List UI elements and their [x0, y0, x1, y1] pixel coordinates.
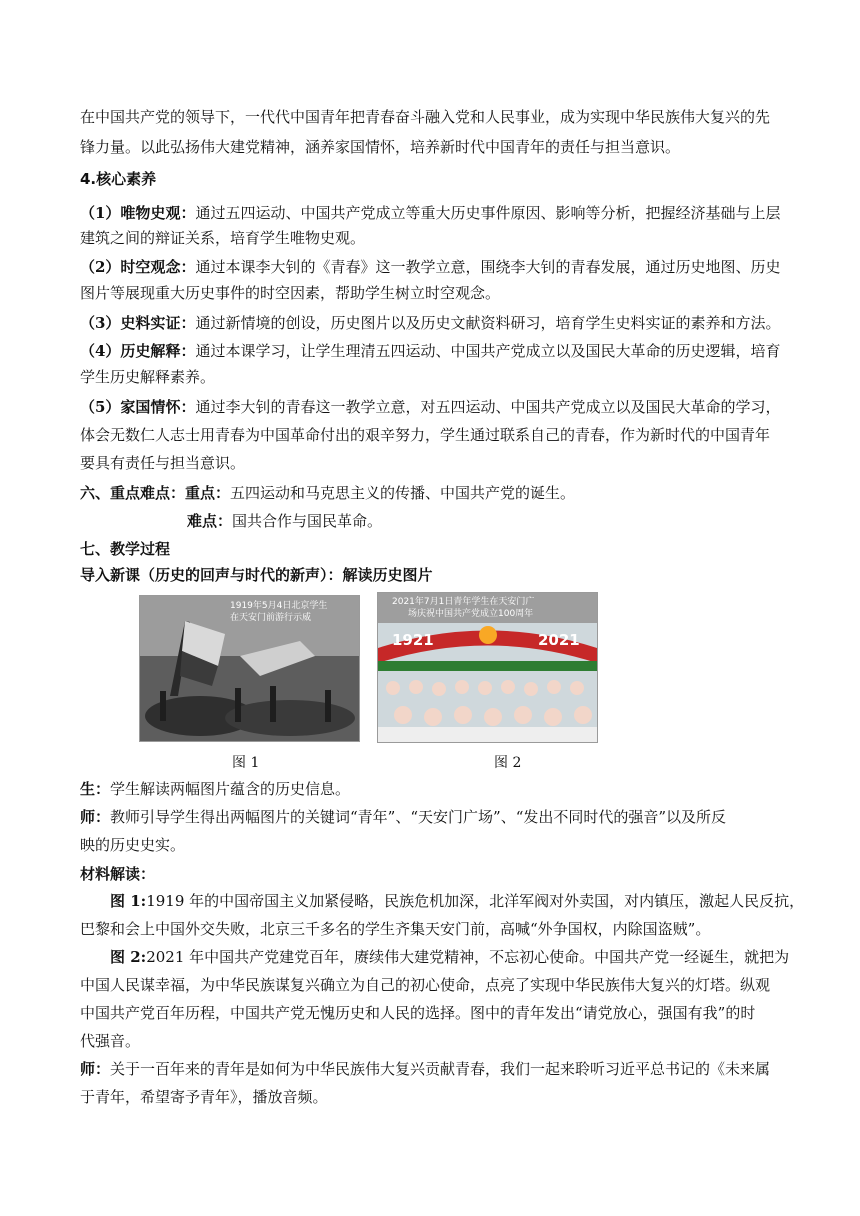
literacy-5-line-3: 要具有责任与担当意识。 [80, 454, 246, 472]
literacy-5-line-1 [80, 397, 790, 417]
figure-2-overlay-line-2: 场庆祝中国共产党成立100周年 [408, 609, 534, 619]
student-line [80, 779, 790, 799]
key-label: 重点： [185, 484, 231, 502]
figure-1-overlay-line-1: 1919年5月4日北京学生 [230, 601, 328, 611]
difficulty-label: 难点： [187, 512, 233, 530]
literacy-5-line-2: 体会无数仁人志士用青春为中国革命付出的艰辛努力，学生通过联系自己的青春，作为新时代的中国青年 [80, 426, 771, 444]
literacy-4-line-1 [80, 341, 790, 361]
material-1-label: 图 1: [110, 892, 147, 910]
material-2-line-3: 中国共产党百年历程，中国共产党无愧历史和人民的选择。图中的青年发出“请党放心，强国有我”的时 [80, 1004, 756, 1022]
teacher-line-2b: 于青年，希望寄予青年》，播放音频。 [80, 1088, 328, 1106]
student-text: 学生解读两幅图片蕴含的历史信息。 [110, 780, 351, 798]
literacy-2-text: 通过本课李大钊的《青春》这一教学立意，围绕李大钊的青春发展，通过历史地图、历史 [195, 258, 781, 276]
literacy-5-label: （5）家国情怀： [80, 398, 196, 416]
material-1-line-2: 巴黎和会上中国外交失败，北京三千多名的学生齐集天安门前，高喊“外争国权，内除国盗贼”。 [80, 920, 711, 938]
teacher-label-2: 师： [80, 1060, 111, 1078]
key-text: 五四运动和马克思主义的传播、中国共产党的诞生。 [230, 484, 576, 502]
intro-paragraph-line-2: 锋力量。以此弘扬伟大建党精神，涵养家国情怀，培养新时代中国青年的责任与担当意识。 [80, 138, 681, 156]
section-4-title: 4.核心素养 [80, 170, 157, 188]
literacy-1-label: （1）唯物史观： [80, 204, 196, 222]
figure-1-caption: 图 1 [232, 755, 260, 771]
figure-2-year-right: 2021 [538, 631, 580, 649]
literacy-2-line-2: 图片等展现重大历史事件的时空因素，帮助学生树立时空观念。 [80, 284, 501, 302]
material-2-line-4: 代强音。 [80, 1032, 141, 1050]
material-1-line-1 [110, 891, 820, 911]
figure-2-caption: 图 2 [494, 755, 522, 771]
section-7-title: 七、教学过程 [80, 540, 171, 558]
literacy-1-line-2: 建筑之间的辩证关系，培育学生唯物史观。 [80, 229, 366, 247]
figure-1-photo [139, 595, 360, 742]
literacy-3-label: （3）史料实证： [80, 314, 196, 332]
figure-1-overlay-line-2: 在天安门前游行示威 [230, 613, 312, 623]
literacy-4-line-2: 学生历史解释素养。 [80, 368, 216, 386]
difficulty-line [187, 511, 860, 531]
material-2-line-2: 中国人民谋幸福，为中华民族谋复兴确立为自己的初心使命，点亮了实现中华民族伟大复兴的灯塔。纵观 [80, 976, 771, 994]
teacher-text-2a: 关于一百年来的青年是如何为中华民族伟大复兴贡献青春，我们一起来聆听习近平总书记的《未来属 [110, 1060, 771, 1078]
literacy-5-text: 通过李大钊的青春这一教学立意，对五四运动、中国共产党成立以及国民大革命的学习， [195, 398, 781, 416]
literacy-3-text: 通过新情境的创设，历史图片以及历史文献资料研习，培育学生史料实证的素养和方法。 [195, 314, 781, 332]
figure-2-overlay-line-1: 2021年7月1日青年学生在天安门广 [392, 597, 535, 607]
literacy-4-label: （4）历史解释： [80, 342, 196, 360]
material-2-line-1 [110, 947, 820, 967]
figure-2-photo [377, 592, 598, 743]
figure-2-year-left: 1921 [392, 631, 434, 649]
literacy-4-text: 通过本课学习，让学生理清五四运动、中国共产党成立以及国民大革命的历史逻辑，培育 [195, 342, 781, 360]
teacher-label-1: 师： [80, 808, 111, 826]
teacher-line-1b: 映的历史史实。 [80, 836, 186, 854]
literacy-3-line-1 [80, 313, 790, 333]
key-points-line [80, 483, 790, 503]
literacy-2-line-1 [80, 257, 790, 277]
material-2-label: 图 2: [110, 948, 147, 966]
literacy-1-text: 通过五四运动、中国共产党成立等重大历史事件原因、影响等分析，把握经济基础与上层 [195, 204, 781, 222]
literacy-2-label: （2）时空观念： [80, 258, 196, 276]
intro-lesson-heading: 导入新课（历史的回声与时代的新声）：解读历史图片 [80, 566, 433, 584]
student-label: 生： [80, 780, 111, 798]
teacher-line-1a [80, 807, 790, 827]
material-heading: 材料解读： [80, 865, 156, 883]
material-1-text: 1919 年的中国帝国主义加紧侵略，民族危机加深，北洋军阀对外卖国，对内镇压，激起人民反抗， [146, 892, 805, 910]
intro-paragraph-line-1: 在中国共产党的领导下，一代代中国青年把青春奋斗融入党和人民事业，成为实现中华民族伟大复兴的先 [80, 108, 771, 126]
teacher-text-1a: 教师引导学生得出两幅图片的关键词“青年”、“天安门广场”、“发出不同时代的强音”以及所反 [110, 808, 727, 826]
difficulty-text: 国共合作与国民革命。 [232, 512, 383, 530]
literacy-1-line-1 [80, 203, 790, 223]
key-points-label: 六、重点难点： [80, 484, 186, 502]
teacher-line-2a [80, 1059, 790, 1079]
material-2-text: 2021 年中国共产党建党百年，赓续伟大建党精神，不忘初心使命。中国共产党一经诞生，就把为 [146, 948, 790, 966]
